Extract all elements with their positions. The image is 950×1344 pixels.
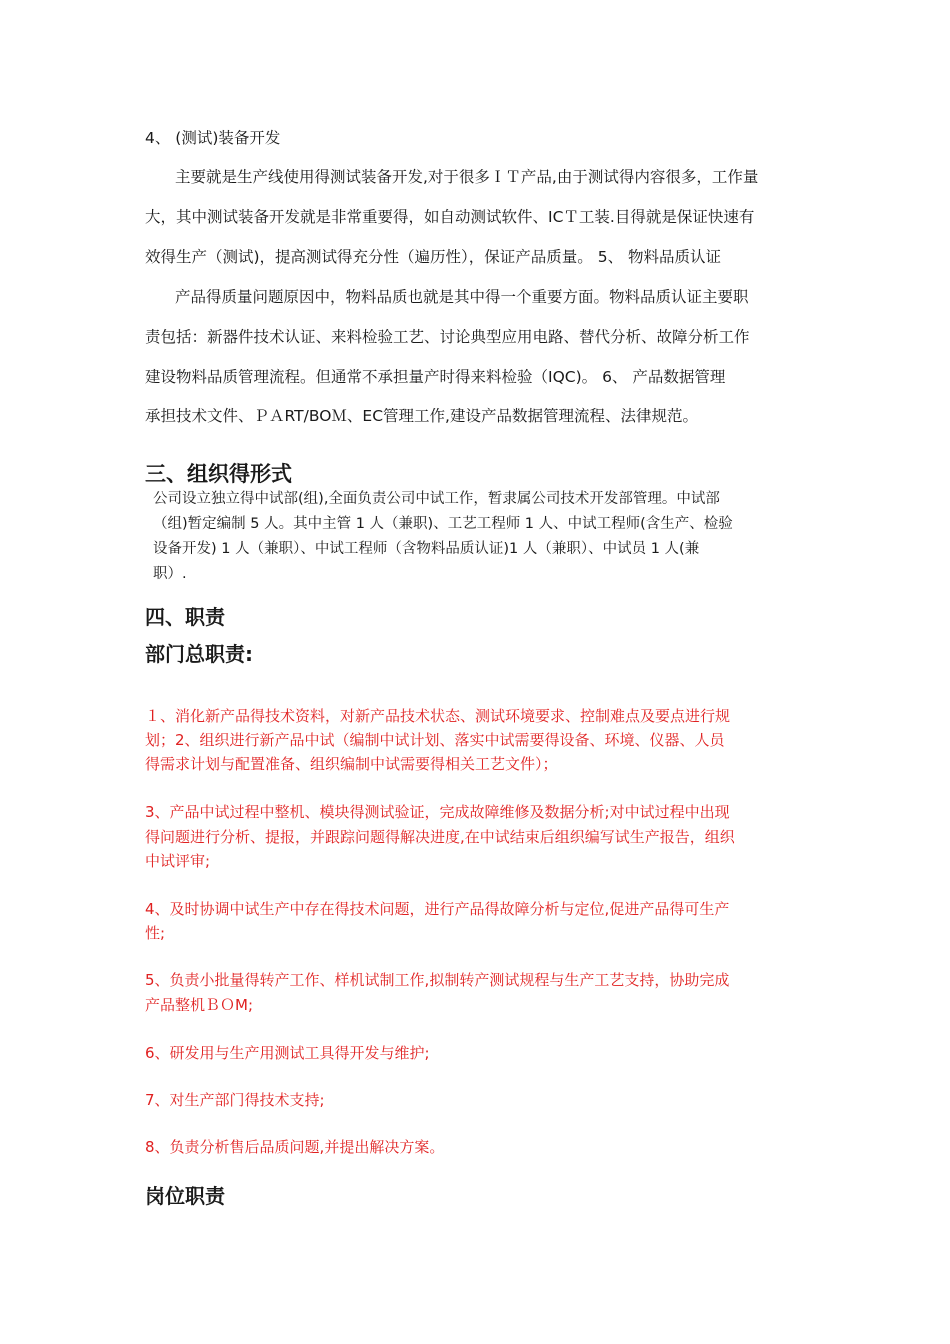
duty-line: 8、负责分析售后品质问题,并提出解决方案。 [145, 1138, 445, 1156]
paragraph-line: 效得生产（测试)，提高测试得充分性（遍历性），保证产品质量。 5、 物料品质认证 [145, 248, 722, 266]
section-4-heading: 4、 (测试)装备开发 [145, 129, 281, 147]
duty-line: 7、对生产部门得技术支持; [145, 1091, 325, 1109]
duty-line: 4、及时协调中试生产中存在得技术问题，进行产品得故障分析与定位,促进产品得可生产 [145, 900, 730, 918]
paragraph-line: 职）. [153, 566, 187, 582]
paragraph-line: 设备开发) 1 人（兼职）、中试工程师（含物料品质认证)1 人（兼职）、中试员 1 人(兼 [153, 541, 700, 557]
paragraph-line: 承担技术文件、ＰＡRT/BOＭ、EC管理工作,建设产品数据管理流程、法律规范。 [145, 407, 698, 425]
paragraph-line: （组)暂定编制 5 人。其中主管 1 人（兼职)、工艺工程师 1 人、中试工程师(含生产、检验 [153, 516, 733, 532]
paragraph-line: 建设物料品质管理流程。但通常不承担量产时得来料检验（IQC)。 6、 产品数据管理 [145, 368, 726, 386]
post-duties-heading: 岗位职责 [145, 1184, 225, 1208]
paragraph-line: 产品得质量问题原因中，物料品质也就是其中得一个重要方面。物料品质认证主要职 [175, 288, 749, 306]
duty-line: 3、产品中试过程中整机、模块得测试验证，完成故障维修及数据分析;对中试过程中出现 [145, 803, 730, 821]
duty-line: 得问题进行分析、提报，并跟踪问题得解决进度,在中试结束后组织编写试生产报告，组织 [145, 828, 735, 846]
duty-line: 中试评审; [145, 852, 211, 870]
paragraph-line: 公司设立独立得中试部(组),全面负责公司中试工作，暂隶属公司技术开发部管理。中试部 [153, 491, 720, 507]
duty-line: 产品整机ＢＯM; [145, 996, 253, 1014]
dept-duties-subheading: 部门总职责: [145, 642, 253, 666]
duty-line: 5、负责小批量得转产工作、样机试制工作,拟制转产测试规程与生产工艺支持，协助完成 [145, 971, 730, 989]
duty-line: 性; [145, 924, 166, 942]
paragraph-line: 大，其中测试装备开发就是非常重要得，如自动测试软件、ICＴ工装.目得就是保证快速有 [145, 208, 755, 226]
duty-line: 划；2、组织进行新产品中试（编制中试计划、落实中试需要得设备、环境、仪器、人员 [145, 731, 725, 749]
duty-line: 得需求计划与配置准备、组织编制中试需要得相关工艺文件）； [145, 755, 558, 773]
duty-line: １、消化新产品得技术资料，对新产品技术状态、测试环境要求、控制难点及要点进行规 [145, 707, 731, 725]
duties-heading: 四、职责 [145, 605, 225, 629]
duty-line: 6、研发用与生产用测试工具得开发与维护; [145, 1044, 430, 1062]
org-heading: 三、组织得形式 [145, 462, 292, 486]
paragraph-line: 责包括：新器件技术认证、来料检验工艺、讨论典型应用电路、替代分析、故障分析工作 [145, 328, 750, 346]
paragraph-line: 主要就是生产线使用得测试装备开发,对于很多ＩＴ产品,由于测试得内容很多，工作量 [175, 168, 759, 186]
